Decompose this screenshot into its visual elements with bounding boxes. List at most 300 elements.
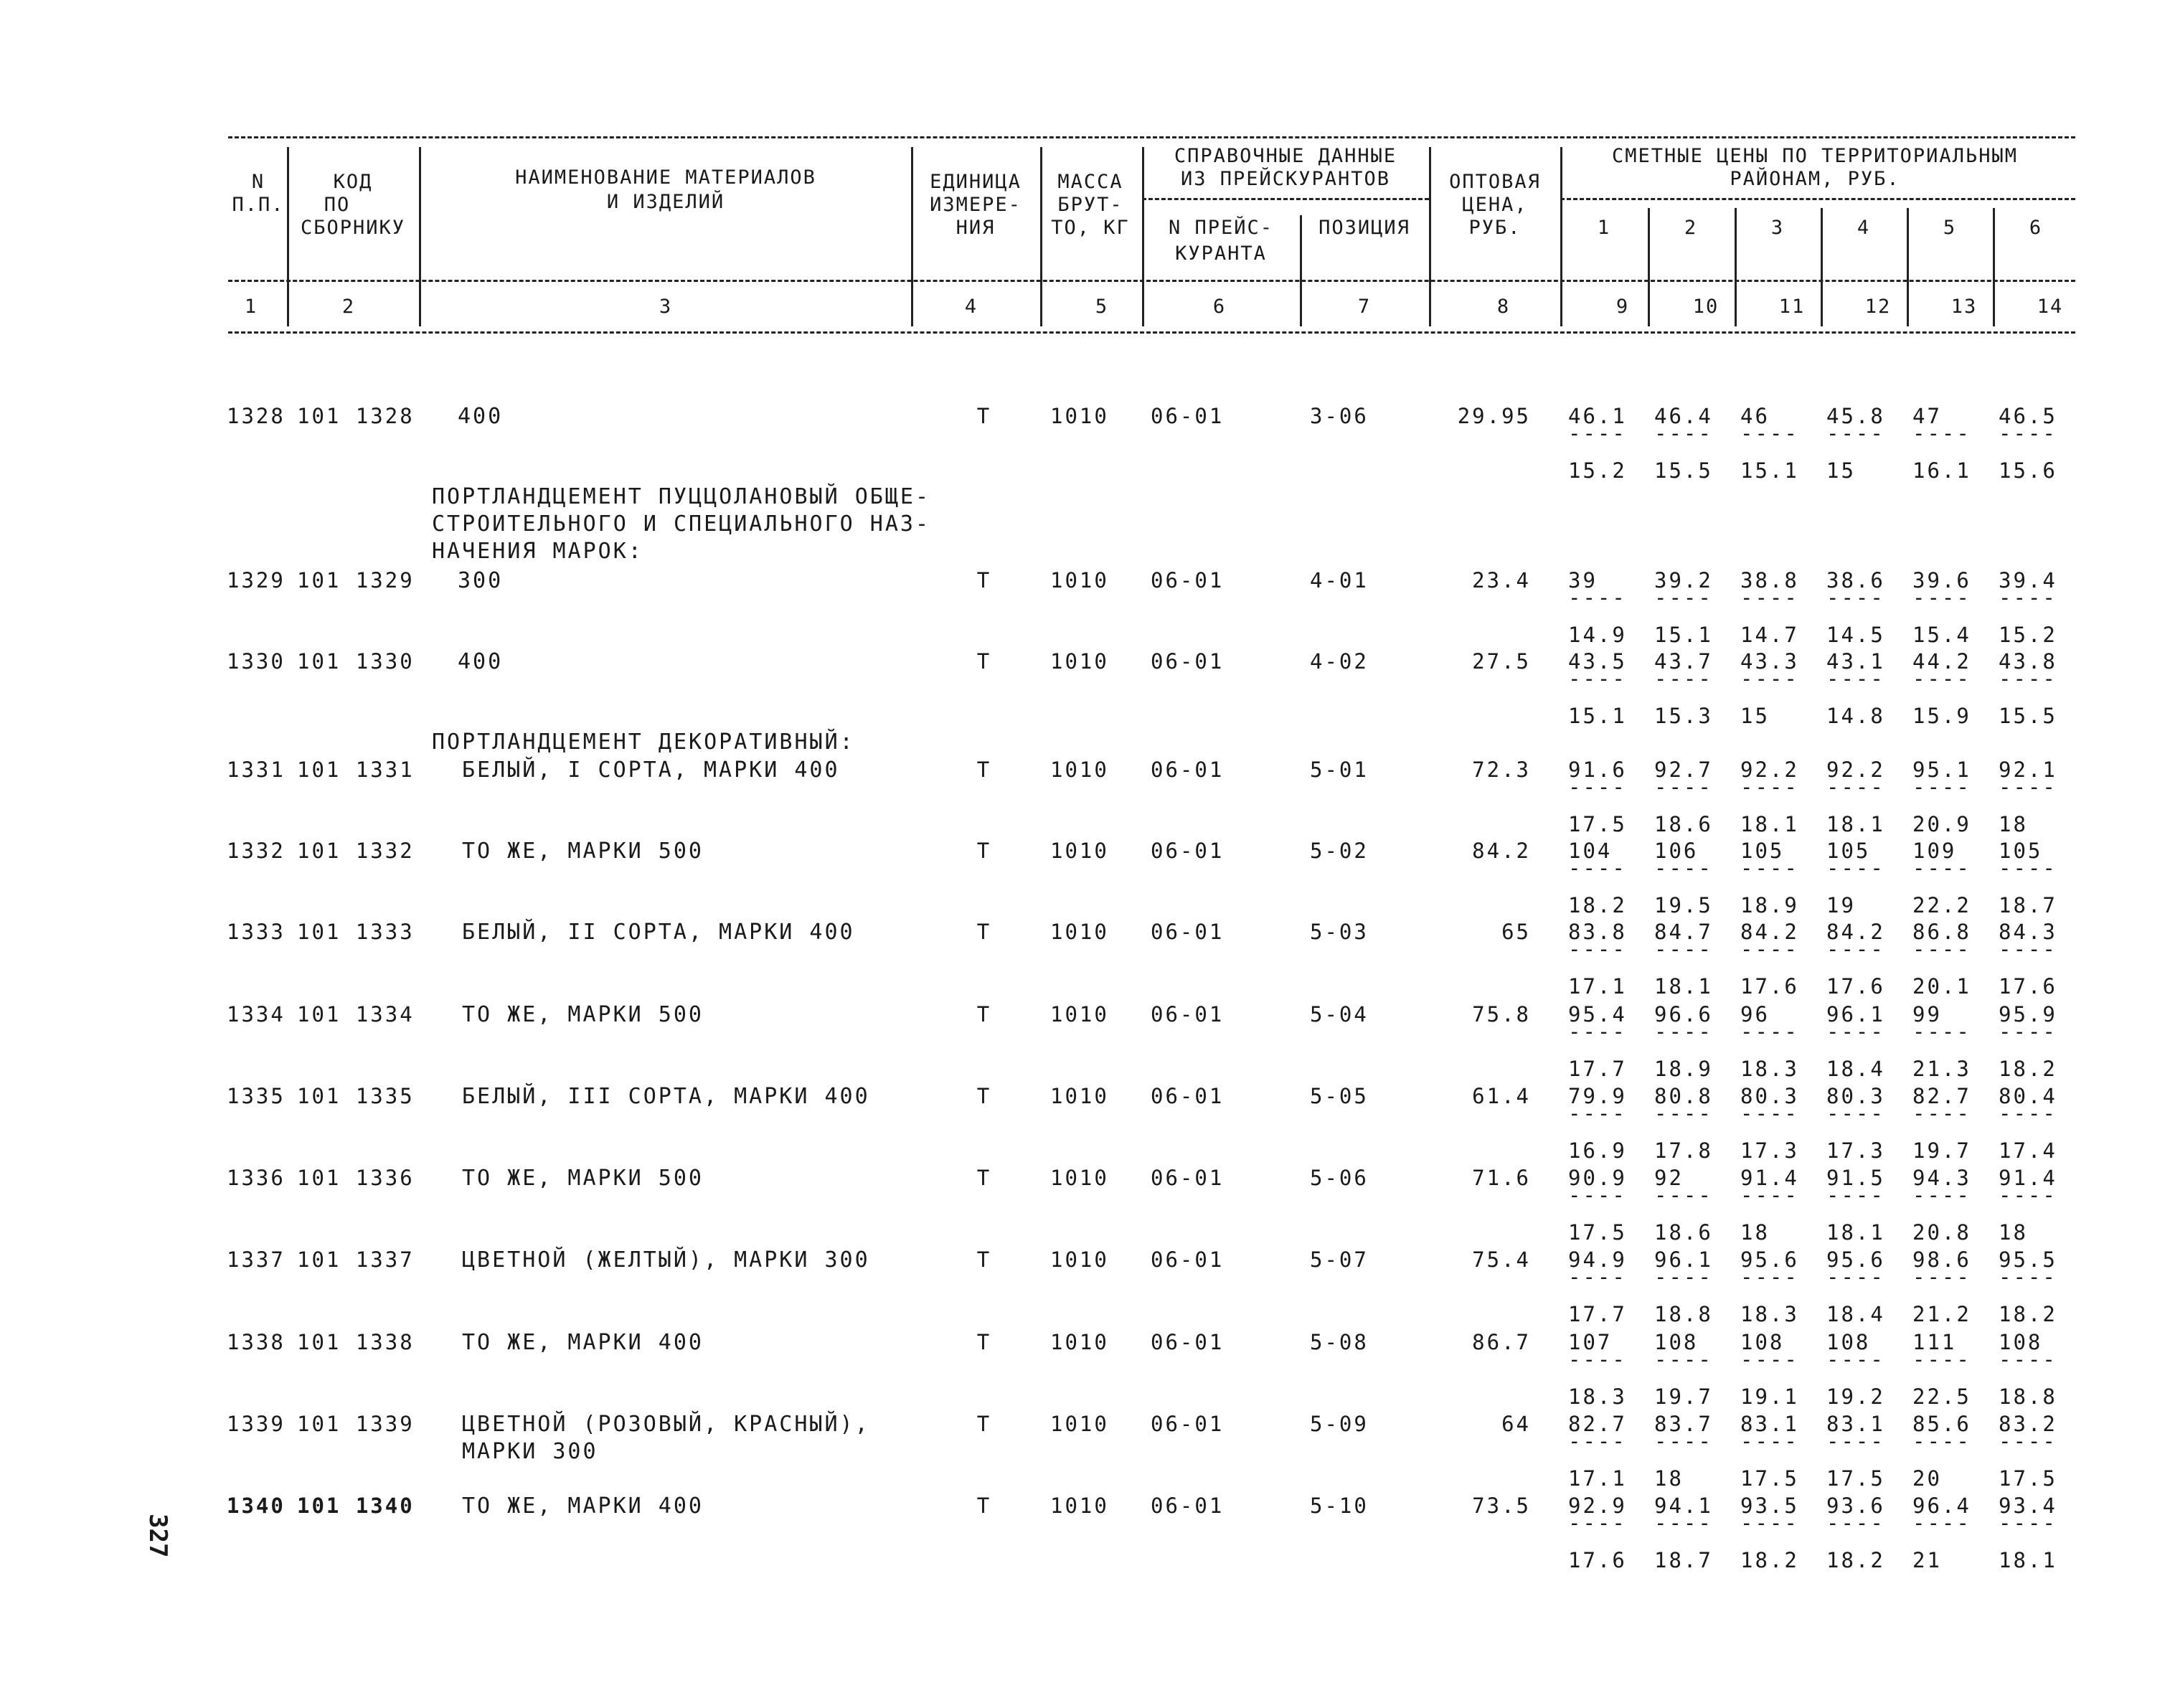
- row-position: 4-01: [1310, 568, 1369, 593]
- fraction-bar: ----: [1740, 585, 1799, 610]
- region-price-labor: 18.8: [1999, 1384, 2057, 1409]
- row-mass: 1010: [1050, 1494, 1109, 1518]
- region-price-total: 38.8: [1740, 568, 1799, 593]
- fraction-bar: ----: [1912, 1101, 1971, 1126]
- row-pricelist: 06-01: [1151, 839, 1225, 863]
- header-bar: [1040, 147, 1042, 326]
- region-price-total: 39.4: [1999, 568, 2057, 593]
- fraction-bar: ----: [1568, 1429, 1627, 1453]
- fraction-bar: ----: [1740, 775, 1799, 799]
- region-price-labor: 14.7: [1740, 623, 1799, 647]
- region-price-labor: 18.9: [1740, 893, 1799, 917]
- row-position: 5-04: [1310, 1002, 1369, 1027]
- region-price-labor: 15.1: [1568, 704, 1627, 728]
- region-price-total: 96.4: [1912, 1494, 1971, 1518]
- col-number: 11: [1778, 296, 1806, 318]
- fraction-bar: ----: [1740, 1101, 1799, 1126]
- row-wholesale-price: 65: [1501, 920, 1531, 944]
- fraction-bar: ----: [1999, 1183, 2057, 1207]
- fraction-bar: ----: [1568, 1347, 1627, 1372]
- region-price-total: 95.9: [1999, 1002, 2057, 1027]
- row-code: 101 1338: [297, 1330, 415, 1354]
- row-name: ТО ЖЕ, МАРКИ 500: [462, 1002, 704, 1027]
- region-price-labor: 17.6: [1826, 974, 1885, 999]
- row-number: 1338: [227, 1330, 286, 1354]
- region-price-labor: 17.1: [1568, 1466, 1627, 1491]
- region-price-labor: 18.3: [1740, 1302, 1799, 1326]
- region-price-labor: 19: [1826, 893, 1856, 917]
- region-price-total: 91.4: [1740, 1166, 1799, 1190]
- row-code: 101 1328: [297, 404, 415, 428]
- fraction-bar: ----: [1999, 1101, 2057, 1126]
- fraction-bar: ----: [1568, 585, 1627, 610]
- row-position: 5-01: [1310, 758, 1369, 782]
- region-price-labor: 16.1: [1912, 458, 1971, 483]
- region-price-total: 105: [1826, 839, 1871, 863]
- region-price-total: 93.4: [1999, 1494, 2057, 1518]
- region-price-total: 92.7: [1654, 758, 1713, 782]
- row-number: 1333: [227, 920, 286, 944]
- header-bar: [1300, 215, 1302, 326]
- row-code: 101 1339: [297, 1412, 415, 1436]
- region-price-total: 39.6: [1912, 568, 1971, 593]
- region-price-total: 84.2: [1826, 920, 1885, 944]
- region-price-labor: 14.8: [1826, 704, 1885, 728]
- region-price-labor: 15.2: [1568, 458, 1627, 483]
- col-number: 6: [1212, 296, 1227, 318]
- col-mass-header: МАССА: [1057, 171, 1123, 193]
- fraction-bar: ----: [1999, 666, 2057, 691]
- row-name: ЦВЕТНОЙ (ЖЕЛТЫЙ), МАРКИ 300: [462, 1247, 870, 1273]
- fraction-bar: ----: [1999, 1265, 2057, 1289]
- fraction-bar: ----: [1568, 937, 1627, 961]
- row-position: 5-05: [1310, 1084, 1369, 1108]
- region-price-labor: 21.2: [1912, 1302, 1971, 1326]
- region-price-labor: 18: [1654, 1466, 1684, 1491]
- region-price-total: 91.5: [1826, 1166, 1885, 1190]
- fraction-bar: ----: [1912, 856, 1971, 880]
- region-price-labor: 18.6: [1654, 812, 1713, 836]
- region-price-total: 99: [1912, 1002, 1942, 1027]
- row-name: ТО ЖЕ, МАРКИ 400: [462, 1494, 704, 1519]
- row-wholesale-price: 61.4: [1472, 1084, 1531, 1108]
- region-header: 4: [1857, 217, 1871, 239]
- row-mass: 1010: [1050, 404, 1109, 428]
- fraction-bar: ----: [1740, 1347, 1799, 1372]
- region-price-total: 92.2: [1826, 758, 1885, 782]
- row-mass: 1010: [1050, 1166, 1109, 1190]
- row-code: 101 1337: [297, 1247, 415, 1272]
- fraction-bar: ----: [1826, 1183, 1885, 1207]
- row-pricelist: 06-01: [1151, 649, 1225, 674]
- row-code: 101 1333: [297, 920, 415, 944]
- col-number: 4: [964, 296, 978, 318]
- row-mass: 1010: [1050, 1412, 1109, 1436]
- row-mass: 1010: [1050, 1084, 1109, 1108]
- fraction-bar: ----: [1999, 585, 2057, 610]
- region-price-labor: 17.7: [1568, 1057, 1627, 1081]
- col-unit-header: НИЯ: [956, 217, 996, 239]
- region-price-total: 84.3: [1999, 920, 2057, 944]
- col-code-header: КОД: [333, 171, 373, 193]
- region-price-labor: 18: [1999, 1220, 2028, 1245]
- region-price-labor: 17.5: [1826, 1466, 1885, 1491]
- row-pricelist: 06-01: [1151, 1412, 1225, 1436]
- fraction-bar: ----: [1654, 1101, 1713, 1126]
- header-bar: [911, 147, 913, 326]
- region-price-total: 83.1: [1740, 1412, 1799, 1436]
- row-number: 1339: [227, 1412, 286, 1436]
- row-code: 101 1340: [297, 1494, 415, 1518]
- fraction-bar: ----: [1912, 937, 1971, 961]
- col-number: 5: [1095, 296, 1109, 318]
- region-price-total: 38.6: [1826, 568, 1885, 593]
- region-price-labor: 15: [1826, 458, 1856, 483]
- col-ref-header: ИЗ ПРЕЙСКУРАНТОВ: [1180, 168, 1391, 190]
- col-number: 3: [659, 296, 673, 318]
- region-price-labor: 15.6: [1999, 458, 2057, 483]
- region-price-labor: 18.2: [1826, 1548, 1885, 1572]
- row-name: МАРКИ 300: [462, 1439, 598, 1464]
- row-pricelist: 06-01: [1151, 404, 1225, 428]
- region-price-labor: 17.5: [1740, 1466, 1799, 1491]
- row-mass: 1010: [1050, 758, 1109, 782]
- region-price-labor: 18.1: [1999, 1548, 2057, 1572]
- fraction-bar: ----: [1740, 937, 1799, 961]
- region-price-labor: 20.8: [1912, 1220, 1971, 1245]
- row-wholesale-price: 29.95: [1457, 404, 1531, 428]
- fraction-bar: ----: [1912, 421, 1971, 445]
- row-code: 101 1336: [297, 1166, 415, 1190]
- region-price-labor: 18.9: [1654, 1057, 1713, 1081]
- region-price-total: 84.7: [1654, 920, 1713, 944]
- row-pricelist: 06-01: [1151, 920, 1225, 944]
- region-price-labor: 14.9: [1568, 623, 1627, 647]
- row-code: 101 1335: [297, 1084, 415, 1108]
- header-bar: [1560, 147, 1562, 326]
- row-position: 3-06: [1310, 404, 1369, 428]
- region-price-labor: 17.6: [1999, 974, 2057, 999]
- col-pricelist-header: N ПРЕЙС-: [1168, 217, 1274, 239]
- region-price-labor: 22.2: [1912, 893, 1971, 917]
- fraction-bar: ----: [1999, 937, 2057, 961]
- region-price-total: 82.7: [1912, 1084, 1971, 1108]
- fraction-bar: ----: [1912, 1265, 1971, 1289]
- col-number: 14: [2037, 296, 2064, 318]
- col-code-header: ПО: [324, 194, 351, 216]
- row-position: 5-07: [1310, 1247, 1369, 1272]
- row-unit: Т: [976, 1084, 992, 1108]
- fraction-bar: ----: [1568, 666, 1627, 691]
- region-price-total: 108: [1740, 1330, 1785, 1354]
- fraction-bar: ----: [1912, 585, 1971, 610]
- col-number: 13: [1950, 296, 1978, 318]
- col-estimate-header: РАЙОНАМ, РУБ.: [1730, 168, 1900, 190]
- fraction-bar: ----: [1654, 856, 1713, 880]
- region-price-labor: 19.2: [1826, 1384, 1885, 1409]
- col-ref-header: СПРАВОЧНЫЕ ДАННЫЕ: [1174, 145, 1397, 167]
- region-price-labor: 17.5: [1999, 1466, 2057, 1491]
- region-price-labor: 15.5: [1999, 704, 2057, 728]
- group-heading: НАЧЕНИЯ МАРОК:: [432, 539, 643, 564]
- region-price-total: 92.1: [1999, 758, 2057, 782]
- region-price-labor: 17.5: [1568, 1220, 1627, 1245]
- region-price-labor: 18.1: [1826, 1220, 1885, 1245]
- region-price-labor: 17.1: [1568, 974, 1627, 999]
- row-mass: 1010: [1050, 1330, 1109, 1354]
- region-price-labor: 19.7: [1912, 1138, 1971, 1163]
- region-price-total: 94.3: [1912, 1166, 1971, 1190]
- region-price-labor: 17.6: [1568, 1548, 1627, 1572]
- region-price-labor: 17.5: [1568, 812, 1627, 836]
- fraction-bar: ----: [1568, 1101, 1627, 1126]
- row-position: 5-06: [1310, 1166, 1369, 1190]
- region-price-labor: 18.3: [1568, 1384, 1627, 1409]
- fraction-bar: ----: [1999, 1511, 2057, 1535]
- region-header: 3: [1770, 217, 1785, 239]
- region-price-total: 96.1: [1826, 1002, 1885, 1027]
- row-pricelist: 06-01: [1151, 758, 1225, 782]
- header-bar: [1821, 208, 1823, 326]
- region-price-labor: 18.2: [1999, 1302, 2057, 1326]
- col-wholesale-header: ЦЕНА,: [1462, 194, 1528, 216]
- row-mass: 1010: [1050, 649, 1109, 674]
- fraction-bar: ----: [1999, 421, 2057, 445]
- region-price-labor: 18.1: [1740, 812, 1799, 836]
- region-price-labor: 18.7: [1999, 893, 2057, 917]
- row-wholesale-price: 73.5: [1472, 1494, 1531, 1518]
- row-number: 1334: [227, 1002, 286, 1027]
- row-position: 5-09: [1310, 1412, 1369, 1436]
- col-mass-header: БРУТ-: [1057, 194, 1123, 216]
- region-price-labor: 18.2: [1999, 1057, 2057, 1081]
- row-unit: Т: [976, 568, 992, 593]
- col-position-header: ПОЗИЦИЯ: [1318, 217, 1410, 239]
- fraction-bar: ----: [1654, 666, 1713, 691]
- fraction-bar: ----: [1999, 1429, 2057, 1453]
- region-price-total: 43.5: [1568, 649, 1627, 674]
- row-pricelist: 06-01: [1151, 1247, 1225, 1272]
- col-name-header: И ИЗДЕЛИЙ: [606, 191, 725, 213]
- row-number: 1340: [227, 1494, 286, 1518]
- fraction-bar: ----: [1568, 421, 1627, 445]
- region-price-labor: 18.1: [1826, 812, 1885, 836]
- region-price-labor: 18.2: [1568, 893, 1627, 917]
- row-code: 101 1331: [297, 758, 415, 782]
- group-heading: ПОРТЛАНДЦЕМЕНТ ПУЦЦОЛАНОВЫЙ ОБЩЕ-: [432, 484, 931, 509]
- region-price-total: 94.1: [1654, 1494, 1713, 1518]
- region-price-labor: 18.8: [1654, 1302, 1713, 1326]
- region-price-total: 83.2: [1999, 1412, 2057, 1436]
- region-price-total: 96.1: [1654, 1247, 1713, 1272]
- fraction-bar: ----: [1654, 1183, 1713, 1207]
- region-price-labor: 18.1: [1654, 974, 1713, 999]
- header-top-rule: [228, 136, 2075, 138]
- region-price-labor: 15.1: [1654, 623, 1713, 647]
- row-mass: 1010: [1050, 839, 1109, 863]
- region-price-total: 39: [1568, 568, 1598, 593]
- region-price-labor: 15.1: [1740, 458, 1799, 483]
- header-bar: [1648, 208, 1650, 326]
- region-header: 6: [2029, 217, 2043, 239]
- region-price-total: 84.2: [1740, 920, 1799, 944]
- fraction-bar: ----: [1826, 666, 1885, 691]
- region-price-total: 95.5: [1999, 1247, 2057, 1272]
- row-position: 5-08: [1310, 1330, 1369, 1354]
- row-name: 300: [458, 568, 504, 593]
- region-price-labor: 18: [1740, 1220, 1770, 1245]
- region-price-labor: 19.1: [1740, 1384, 1799, 1409]
- region-price-labor: 22.5: [1912, 1384, 1971, 1409]
- fraction-bar: ----: [1912, 1183, 1971, 1207]
- fraction-bar: ----: [1826, 775, 1885, 799]
- row-name: ТО ЖЕ, МАРКИ 400: [462, 1330, 704, 1355]
- region-price-labor: 17.8: [1654, 1138, 1713, 1163]
- region-price-total: 90.9: [1568, 1166, 1627, 1190]
- fraction-bar: ----: [1568, 856, 1627, 880]
- row-position: 4-02: [1310, 649, 1369, 674]
- region-price-labor: 15.5: [1654, 458, 1713, 483]
- row-code: 101 1329: [297, 568, 415, 593]
- region-price-total: 46.5: [1999, 404, 2057, 428]
- region-price-labor: 14.5: [1826, 623, 1885, 647]
- row-position: 5-10: [1310, 1494, 1369, 1518]
- col-wholesale-header: ОПТОВАЯ: [1449, 171, 1541, 193]
- region-price-total: 96.6: [1654, 1002, 1713, 1027]
- fraction-bar: ----: [1999, 1347, 2057, 1372]
- header-ref-rule: [1142, 198, 1429, 200]
- region-price-labor: 15.9: [1912, 704, 1971, 728]
- region-price-total: 96: [1740, 1002, 1770, 1027]
- col-estimate-header: СМЕТНЫЕ ЦЕНЫ ПО ТЕРРИТОРИАЛЬНЫМ: [1612, 145, 2018, 167]
- col-number: 12: [1864, 296, 1892, 318]
- fraction-bar: ----: [1912, 1019, 1971, 1044]
- fraction-bar: ----: [1999, 775, 2057, 799]
- fraction-bar: ----: [1740, 666, 1799, 691]
- region-price-total: 83.8: [1568, 920, 1627, 944]
- row-unit: Т: [976, 1002, 992, 1027]
- col-number: 8: [1496, 296, 1511, 318]
- fraction-bar: ----: [1912, 775, 1971, 799]
- row-wholesale-price: 72.3: [1472, 758, 1531, 782]
- col-number: 2: [341, 296, 356, 318]
- region-price-total: 43.7: [1654, 649, 1713, 674]
- header-bottom-rule: [228, 280, 2075, 282]
- region-price-labor: 19.5: [1654, 893, 1713, 917]
- fraction-bar: ----: [1654, 1429, 1713, 1453]
- region-price-labor: 21.3: [1912, 1057, 1971, 1081]
- region-price-total: 82.7: [1568, 1412, 1627, 1436]
- region-header: 5: [1943, 217, 1957, 239]
- fraction-bar: ----: [1912, 1347, 1971, 1372]
- row-wholesale-price: 71.6: [1472, 1166, 1531, 1190]
- row-number: 1329: [227, 568, 286, 593]
- row-name: 400: [458, 404, 504, 429]
- region-price-total: 98.6: [1912, 1247, 1971, 1272]
- row-pricelist: 06-01: [1151, 1002, 1225, 1027]
- region-price-total: 95.6: [1740, 1247, 1799, 1272]
- row-name: БЕЛЫЙ, III СОРТА, МАРКИ 400: [462, 1084, 870, 1109]
- row-pricelist: 06-01: [1151, 1084, 1225, 1108]
- fraction-bar: ----: [1568, 1265, 1627, 1289]
- fraction-bar: ----: [1826, 1347, 1885, 1372]
- region-price-labor: 18.3: [1740, 1057, 1799, 1081]
- fraction-bar: ----: [1654, 585, 1713, 610]
- row-wholesale-price: 75.4: [1472, 1247, 1531, 1272]
- header-numbers-rule: [228, 331, 2075, 334]
- col-pricelist-header: КУРАНТА: [1175, 242, 1267, 265]
- region-price-total: 91.4: [1999, 1166, 2057, 1190]
- fraction-bar: ----: [1826, 585, 1885, 610]
- region-price-labor: 17.3: [1826, 1138, 1885, 1163]
- fraction-bar: ----: [1654, 421, 1713, 445]
- region-price-total: 46.4: [1654, 404, 1713, 428]
- region-price-total: 46.1: [1568, 404, 1627, 428]
- col-number: 10: [1692, 296, 1720, 318]
- fraction-bar: ----: [1912, 666, 1971, 691]
- region-price-total: 92.2: [1740, 758, 1799, 782]
- row-unit: Т: [976, 649, 992, 674]
- fraction-bar: ----: [1568, 1183, 1627, 1207]
- header-region-rule: [1560, 198, 2075, 200]
- row-number: 1335: [227, 1084, 286, 1108]
- col-code-header: СБОРНИКУ: [300, 217, 406, 239]
- region-price-total: 79.9: [1568, 1084, 1627, 1108]
- header-bar: [1142, 147, 1144, 326]
- region-price-total: 95.4: [1568, 1002, 1627, 1027]
- row-pricelist: 06-01: [1151, 1494, 1225, 1518]
- row-position: 5-02: [1310, 839, 1369, 863]
- region-price-labor: 17.3: [1740, 1138, 1799, 1163]
- col-number: 1: [244, 296, 258, 318]
- fraction-bar: ----: [1740, 1019, 1799, 1044]
- region-price-total: 44.2: [1912, 649, 1971, 674]
- region-price-labor: 18.2: [1740, 1548, 1799, 1572]
- fraction-bar: ----: [1826, 937, 1885, 961]
- fraction-bar: ----: [1568, 1511, 1627, 1535]
- col-unit-header: ЕДИНИЦА: [930, 171, 1022, 193]
- region-price-labor: 17.7: [1568, 1302, 1627, 1326]
- row-pricelist: 06-01: [1151, 1166, 1225, 1190]
- row-mass: 1010: [1050, 568, 1109, 593]
- region-price-total: 107: [1568, 1330, 1613, 1354]
- col-number: 9: [1615, 296, 1630, 318]
- region-price-total: 91.6: [1568, 758, 1627, 782]
- col-name-header: НАИМЕНОВАНИЕ МАТЕРИАЛОВ: [515, 166, 816, 189]
- region-price-total: 108: [1654, 1330, 1699, 1354]
- region-price-total: 92: [1654, 1166, 1684, 1190]
- fraction-bar: ----: [1654, 1511, 1713, 1535]
- region-price-total: 108: [1826, 1330, 1871, 1354]
- region-price-labor: 16.9: [1568, 1138, 1627, 1163]
- row-code: 101 1332: [297, 839, 415, 863]
- row-unit: Т: [976, 404, 992, 428]
- row-pricelist: 06-01: [1151, 1330, 1225, 1354]
- fraction-bar: ----: [1826, 1511, 1885, 1535]
- col-wholesale-header: РУБ.: [1468, 217, 1522, 239]
- region-price-labor: 15.2: [1999, 623, 2057, 647]
- group-heading: ПОРТЛАНДЦЕМЕНТ ДЕКОРАТИВНЫЙ:: [432, 730, 855, 755]
- col-number: 7: [1357, 296, 1372, 318]
- region-price-labor: 20.9: [1912, 812, 1971, 836]
- fraction-bar: ----: [1654, 937, 1713, 961]
- region-price-total: 83.1: [1826, 1412, 1885, 1436]
- region-price-total: 85.6: [1912, 1412, 1971, 1436]
- row-mass: 1010: [1050, 920, 1109, 944]
- row-wholesale-price: 23.4: [1472, 568, 1531, 593]
- fraction-bar: ----: [1740, 1183, 1799, 1207]
- row-position: 5-03: [1310, 920, 1369, 944]
